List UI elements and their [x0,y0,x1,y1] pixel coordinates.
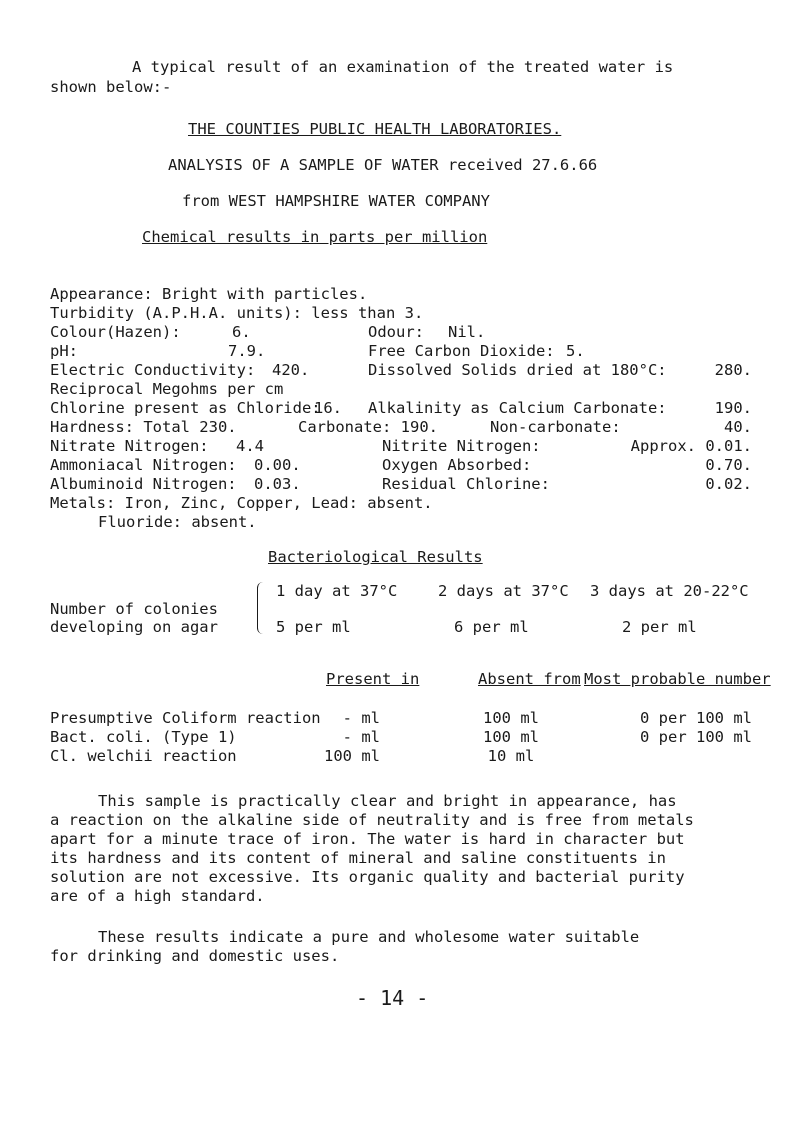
dissolved-solids-label: Dissolved Solids dried at 180°C: [368,361,667,379]
nitrite-label: Nitrite Nitrogen: [382,437,541,455]
ph-value: 7.9. [228,342,266,360]
brace [257,582,264,634]
oxygen-absorbed-value: 0.70. [705,456,752,474]
col3-value: 2 per ml [622,618,697,636]
nitrate-label: Nitrate Nitrogen: [50,437,209,455]
mpn-heading: Most probable number [584,670,771,688]
table-row-2-mpn: 0 per 100 ml [640,728,752,746]
absent-heading: Absent from [478,670,581,688]
bacteriological-heading: Bacteriological Results [268,548,483,566]
alkalinity-value: 190. [714,399,752,417]
chemical-heading: Chemical results in parts per million [142,228,488,246]
ammoniacal-label: Ammoniacal Nitrogen: [50,456,237,474]
dissolved-solids-value: 280. [714,361,752,379]
non-carbonate-value: 40. [724,418,752,436]
col2-value: 6 per ml [454,618,529,636]
colonies-label-1: Number of colonies [50,600,218,618]
table-row-2-name: Bact. coli. (Type 1) [50,728,237,746]
conclusion-line-5: solution are not excessive. Its organic quality and bacterial purity [50,868,685,886]
hardness-carbonate: Carbonate: 190. [298,418,438,436]
hardness-total: Hardness: Total 230. [50,418,237,436]
colour-label: Colour(Hazen): [50,323,181,341]
conclusion-line-1: This sample is practically clear and bright in appearance, has [98,792,677,810]
intro-line-2: shown below:- [50,78,172,96]
table-row-1-mpn: 0 per 100 ml [640,709,752,727]
conductivity-units: Reciprocal Megohms per cm [50,380,284,398]
table-row-1-present: - ml [342,709,380,727]
page-number: - 14 - [356,986,429,1010]
oxygen-absorbed-label: Oxygen Absorbed: [382,456,532,474]
table-row-2-absent: 100 ml [483,728,539,746]
from-line: from WEST HAMPSHIRE WATER COMPANY [182,192,490,210]
col1-heading: 1 day at 37°C [276,582,398,600]
appearance: Appearance: Bright with particles. [50,285,368,303]
conclusion-line-4: its hardness and its content of mineral and saline constituents in [50,849,666,867]
lab-title: THE COUNTIES PUBLIC HEALTH LABORATORIES. [188,120,562,138]
nitrite-value: Approx. 0.01. [630,437,752,455]
table-row-1-absent: 100 ml [483,709,539,727]
conclusion-line-3: apart for a minute trace of iron. The water is hard in character but [50,830,685,848]
residual-chlorine-value: 0.02. [705,475,752,493]
table-row-1-name: Presumptive Coliform reaction [50,709,321,727]
non-carbonate-label: Non-carbonate: [490,418,621,436]
odour-label: Odour: [368,323,424,341]
col1-value: 5 per ml [276,618,351,636]
table-row-3-present: 100 ml [324,747,380,765]
residual-chlorine-label: Residual Chlorine: [382,475,550,493]
free-carbon-dioxide-label: Free Carbon Dioxide: [368,342,555,360]
table-row-3-name: Cl. welchii reaction [50,747,237,765]
conductivity-label: Electric Conductivity: [50,361,256,379]
alkalinity-label: Alkalinity as Calcium Carbonate: [368,399,667,417]
table-row-2-present: - ml [342,728,380,746]
fluoride: Fluoride: absent. [98,513,257,531]
table-row-3-absent: 10 ml [487,747,535,765]
ph-label: pH: [50,342,78,360]
colour-value: 6. [232,323,251,341]
albuminoid-label: Albuminoid Nitrogen: [50,475,237,493]
col3-heading: 3 days at 20-22°C [590,582,749,600]
nitrate-value: 4.4 [236,437,264,455]
conclusion-line-6: are of a high standard. [50,887,265,905]
ammoniacal-value: 0.00. [254,456,301,474]
metals: Metals: Iron, Zinc, Copper, Lead: absent. [50,494,433,512]
colonies-label-2: developing on agar [50,618,218,636]
analysis-line: ANALYSIS OF A SAMPLE OF WATER received 27.6.66 [168,156,598,174]
free-carbon-dioxide-value: 5. [566,342,585,360]
present-heading: Present in [326,670,420,688]
conclusion2-line-1: These results indicate a pure and wholesome water suitable [98,928,640,946]
chlorine-label: Chlorine present as Chloride: [50,399,321,417]
odour-value: Nil. [448,323,486,341]
chlorine-value: 16. [314,399,342,417]
albuminoid-value: 0.03. [254,475,301,493]
turbidity: Turbidity (A.P.H.A. units): less than 3. [50,304,424,322]
col2-heading: 2 days at 37°C [438,582,569,600]
conclusion-line-2: a reaction on the alkaline side of neutrality and is free from metals [50,811,694,829]
conclusion2-line-2: for drinking and domestic uses. [50,947,340,965]
intro-line-1: A typical result of an examination of the treated water is [132,58,674,76]
conductivity-value: 420. [272,361,310,379]
